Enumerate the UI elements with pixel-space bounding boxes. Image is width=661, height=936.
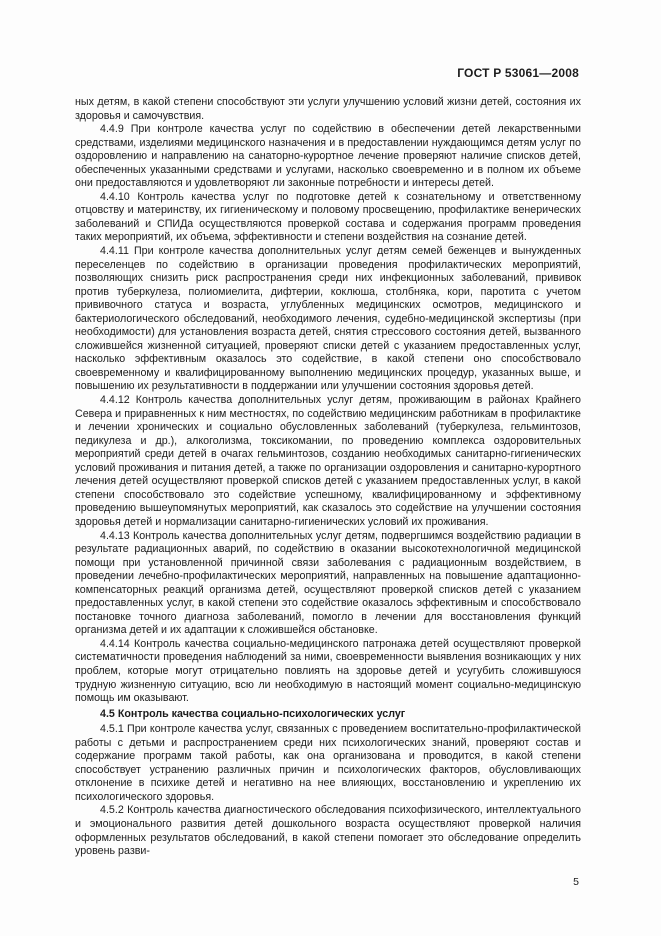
page-number: 5 <box>573 876 579 888</box>
clause-4-4-9: 4.4.9 При контроле качества услуг по содействию в обеспечении детей лекарственными средствами, изделиями медицинского назначения и в предоставлении нуждающимся детям услуг по оздоровлению и направлению на санаторно-курортное лечение проверяют наличие списков детей, обеспеченных указанными средствами и услугами, насколько своевременно и в полном их объеме они предоставляются и удовлетворяют ли законные потребности и интересы детей. <box>75 123 581 190</box>
clause-4-4-13: 4.4.13 Контроль качества дополнительных услуг детям, подвергшимся воздействию радиации в результате радиационных аварий, по содействию в оказании высокотехнологичной медицинской помощи при установленной причинной связи заболевания с радиационным воздействием, в проведении лечебно-профилактических мероприятий, направленных на повышение адаптационно-компенсаторных реакций организма детей, осуществляют проверкой списков детей с указанием предоставленных услуг, в какой степени это содействие оказалось эффективным и способствовало постановке точного диагноза заболеваний, помогло в лечении для восстановления функций организма детей и их адаптации к сложившейся обстановке. <box>75 529 581 637</box>
clause-4-4-11: 4.4.11 При контроле качества дополнительных услуг детям семей беженцев и вынужденных переселенцев по содействию в организации проведения профилактических мероприятий, позволяющих снизить риск распространения среди них инфекционных заболеваний, прививок против туберкулеза, полиомиелита, дифтерии, коклюша, столбняка, кори, паротита с учетом прививочного статуса и возраста, углубленных медицинских осмотров, медицинского и бактериологического обследований, необходимого лечения, судебно-медицинской экспертизы (при необходимости) для установления возраста детей, снятия стрессового состояния детей, вызванного сложившейся жизненной ситуацией, проверяют списки детей с указанием предоставленных услуг, насколько эффективным оказалось это содействие, в какой степени оно способствовало своевременному и квалифицированному выполнению медицинских процедур, указанных выше, и повышению их результативности в поддержании или улучшении состояния здоровья детей. <box>75 245 581 393</box>
page-body <box>75 96 581 859</box>
standard-header: ГОСТ Р 53061—2008 <box>457 66 579 80</box>
clause-4-4-12: 4.4.12 Контроль качества дополнительных услуг детям, проживающим в районах Крайнего Севера и приравненных к ним местностях, по содействию медицинским работникам в профилактике и лечении хронических и социально обусловленных заболеваний (туберкулеза, гельминтозов, педикулеза и др.), алкоголизма, токсикомании, по проведению комплекса оздоровительных мероприятий среди детей в очагах гельминтозов, созданию необходимых санитарно-гигиенических условий проживания и питания детей, а также по организации оздоровления и санитарно-курортного лечения детей осуществляют проверкой списков детей с указанием предоставленных услуг, в какой степени способствовало это содействие успешному, квалифицированному и эффективному проведению вышеупомянутых мероприятий, как сказалось это содействие на улучшении состояния здоровья детей и нормализации санитарно-гигиенических условий их проживания. <box>75 394 581 528</box>
paragraph-continuation: ных детям, в какой степени способствуют эти услуги улучшению условий жизни детей, состояния их здоровья и самочувствия. <box>75 96 581 122</box>
clause-4-5-2: 4.5.2 Контроль качества диагностического обследования психофизического, интеллектуального и эмоционального развития детей дошкольного возраста осуществляют проверкой наличия оформленных результатов обследований, в какой степени помогает это обследование определить уровень разви- <box>75 804 581 858</box>
section-4-5-heading: 4.5 Контроль качества социально-психологических услуг <box>100 707 406 720</box>
clause-4-5-1: 4.5.1 При контроле качества услуг, связанных с проведением воспитательно-профилактической работы с детьми и распространением среди них психологических знаний, проверяют состав и содержание программ такой работы, как она организована и проводится, в какой степени способствует устранению различных причин и психологических факторов, обусловливающих отклонение в психике детей и негативно на нее влияющих, восстановлению и укреплению их психологического здоровья. <box>75 723 581 803</box>
clause-4-4-14: 4.4.14 Контроль качества социально-медицинского патронажа детей осуществляют проверкой систематичности проведения наблюдений за ними, своевременности выявления возникающих у них проблем, которые могут отрицательно повлиять на здоровье детей и усугубить сложившуюся трудную жизненную ситуацию, всю ли необходимую в настоящий момент социально-медицинскую помощь им оказывают. <box>75 637 581 705</box>
clause-4-4-10: 4.4.10 Контроль качества услуг по подготовке детей к сознательному и ответственному отцовству и материнству, их гигиеническому и половому просвещению, профилактике венерических заболеваний и СПИДа осуществляются проверкой состава и содержания программ проведения таких мероприятий, их объема, эффективности и степени воздействия на сознание детей. <box>75 190 581 244</box>
